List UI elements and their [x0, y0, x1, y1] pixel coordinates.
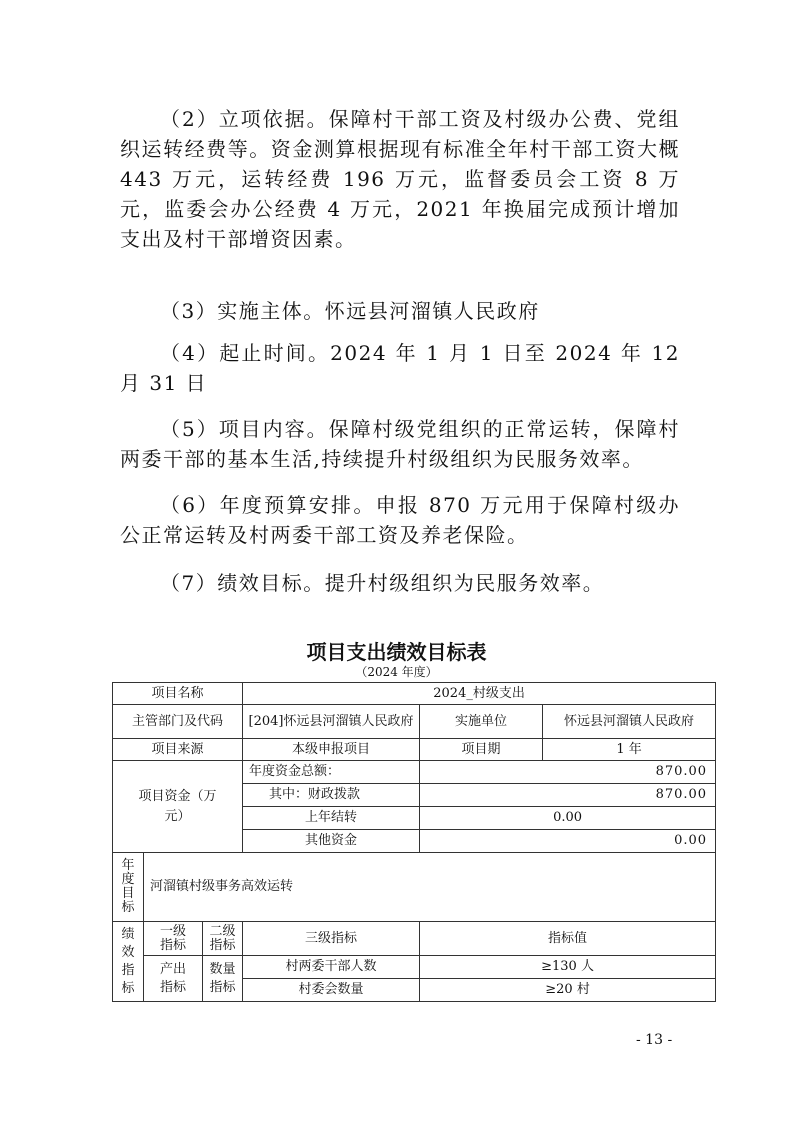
funds-other-label: 其他资金 [243, 830, 420, 853]
table-row [113, 761, 716, 784]
table-title: 项目支出绩效目标表 [306, 640, 487, 664]
indicators-label: 绩效指标 [113, 922, 144, 1002]
paragraph-basis: （2）立项依据。保障村干部工资及村级办公费、党组织运转经费等。资金测算根据现有标准全年村干部工资大概 443 万元，运转经费 196 万元，监督委员会工资 8 万元，监委会办公经费 4 万元，2021 年换届完成预计增加支出及村干部增资因素。 [120, 107, 680, 251]
impl-unit-label: 实施单位 [420, 705, 543, 739]
table-subtitle: （2024 年度） [355, 665, 438, 679]
indicator-name: 村两委干部人数 [243, 956, 420, 979]
indicator-name: 村委会数量 [243, 979, 420, 1002]
funds-fiscal-label: 其中：财政拨款 [243, 784, 420, 807]
header-value: 指标值 [420, 922, 716, 956]
performance-target-table [112, 682, 716, 1002]
paragraph-content: （5）项目内容。保障村级党组织的正常运转，保障村两委干部的基本生活,持续提升村级组织为民服务效率。 [120, 417, 680, 471]
indicator-level2-quantity: 数量指标 [203, 956, 243, 1002]
table-row [113, 739, 716, 761]
paragraph-period: （4）起止时间。2024 年 1 月 1 日至 2024 年 12 月 31 日 [120, 341, 680, 395]
period-value: 1 年 [543, 739, 716, 761]
funds-carryover-value: 0.00 [420, 807, 716, 830]
table-row [113, 683, 716, 705]
source-value: 本级申报项目 [243, 739, 420, 761]
dept-value: [204]怀远县河溜镇人民政府 [243, 705, 420, 739]
annual-goal-value: 河溜镇村级事务高效运转 [144, 853, 716, 922]
paragraph-goal: （7）绩效目标。提升村级组织为民服务效率。 [160, 571, 605, 595]
funds-total-value: 870.00 [420, 761, 716, 784]
indicator-value: ≥130 人 [420, 956, 716, 979]
table-row [113, 956, 716, 979]
table-row [113, 705, 716, 739]
annual-goal-label: 年度目标 [113, 853, 144, 922]
source-label: 项目来源 [113, 739, 243, 761]
funds-fiscal-value: 870.00 [420, 784, 716, 807]
project-name-label: 项目名称 [113, 683, 243, 705]
indicator-level1-output: 产出指标 [144, 956, 203, 1002]
impl-unit-value: 怀远县河溜镇人民政府 [543, 705, 716, 739]
table-row [113, 853, 716, 922]
header-level1: 一级指标 [144, 922, 203, 956]
funds-label: 项目资金（万元） [113, 761, 243, 853]
paragraph-budget: （6）年度预算安排。申报 870 万元用于保障村级办公正常运转及村两委干部工资及养老保险。 [120, 493, 680, 547]
paragraph-implementer: （3）实施主体。怀远县河溜镇人民政府 [160, 299, 540, 323]
page-number: - 13 - [636, 1032, 673, 1048]
header-level2: 二级指标 [203, 922, 243, 956]
dept-label: 主管部门及代码 [113, 705, 243, 739]
indicator-value: ≥20 村 [420, 979, 716, 1002]
project-name-value: 2024_村级支出 [243, 683, 716, 705]
funds-carryover-label: 上年结转 [243, 807, 420, 830]
funds-other-value: 0.00 [420, 830, 716, 853]
funds-total-label: 年度资金总额： [243, 761, 420, 784]
table-row [113, 922, 716, 956]
period-label: 项目期 [420, 739, 543, 761]
header-level3: 三级指标 [243, 922, 420, 956]
